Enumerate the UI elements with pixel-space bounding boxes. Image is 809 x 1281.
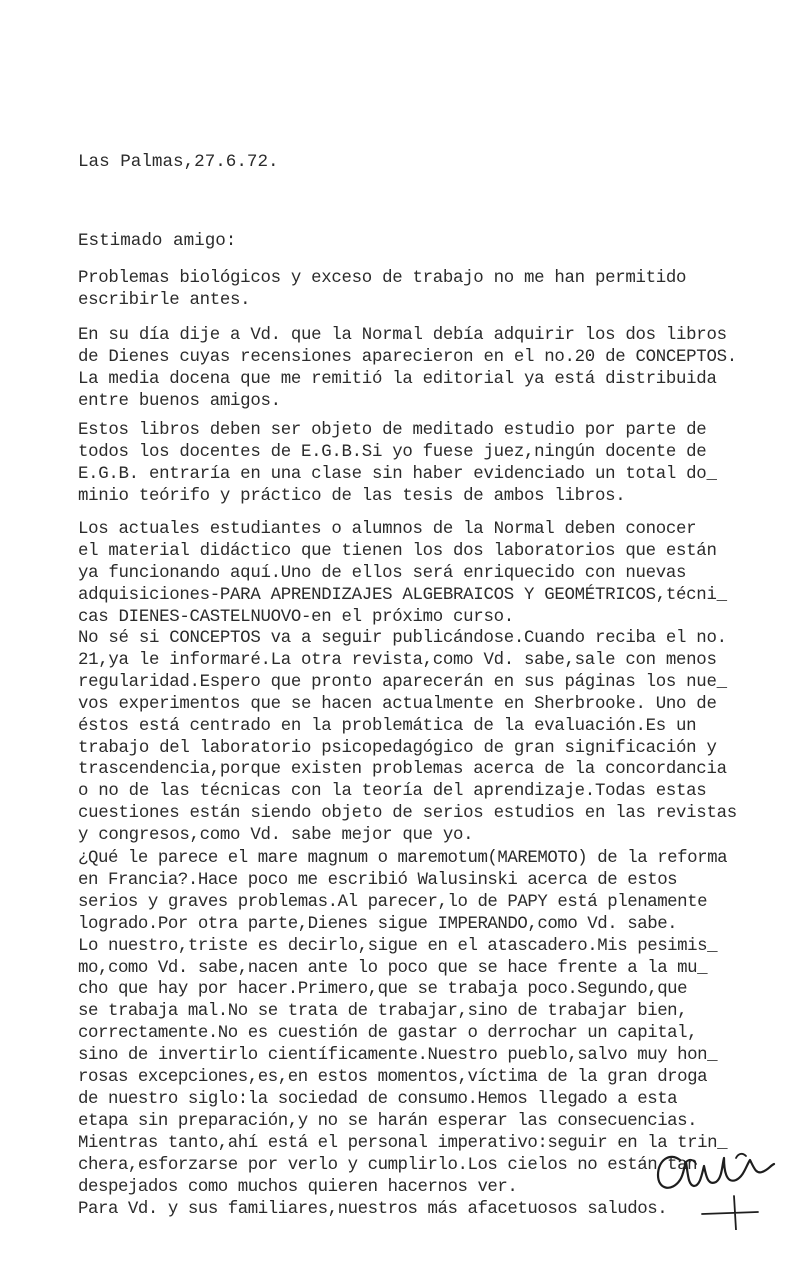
handwritten-signature: [650, 1130, 780, 1230]
letter-salutation: Estimado amigo:: [78, 231, 237, 251]
paragraph-conceptos-journal: No sé si CONCEPTOS va a seguir publicándose.Cuando reciba el no. 21,ya le informaré.La otra revista,como Vd. sabe,sale con menos regularidad.Espero que pronto aparecerán en sus páginas los nue_ vos experimentos que se hacen actualmente en Sherbrooke. Uno de éstos está centrado en la problemática de la evaluación.Es un trabajo del laboratorio psicopedagógico de gran significación y trascendencia,porque existen problemas acerca de la concordancia o no de las técnicas con la teoría del aprendizaje.Todas estas cuestiones están siendo objeto de serios estudios en las revistas y congresos,como Vd. sabe mejor que yo.: [78, 629, 737, 846]
signature-cross-stroke: [702, 1196, 758, 1230]
paragraph-dienes-books: En su día dije a Vd. que la Normal debía adquirir los dos libros de Dienes cuyas recensiones aparecieron en el no.20 de CONCEPTOS. La media docena que me remitió la editorial ya está distribuida entre buenos amigos.: [78, 326, 737, 411]
paragraph-egb-teachers: Estos libros deben ser objeto de meditado estudio por parte de todos los docentes de E.G.B.Si yo fuese juez,ningún docente de E.G.B. entraría en una clase sin haber evidenciado un total do_ minio teórifo y práctico de las tesis de ambos libros.: [78, 421, 717, 506]
signature-stroke: [658, 1157, 774, 1188]
letter-date: Las Palmas,27.6.72.: [78, 152, 279, 172]
paragraph-reform-closing: ¿Qué le parece el mare magnum o maremotum(MAREMOTO) de la reforma en Francia?.Hace poco me escribió Walusinski acerca de estos serios y graves problemas.Al parecer,lo de PAPY está plenamente logrado.Por otra parte,Dienes sigue IMPERANDO,como Vd. sabe. Lo nuestro,triste es decirlo,sigue en el atascadero.Mis pesimis_ mo,como Vd. sabe,nacen ante lo poco que se hace frente a la mu_ cho que hay por hacer.Primero,que se trabaja poco.Segundo,que se trabaja mal.No se trata de trabajar,sino de trabajar bien, correctamente.No es cuestión de gastar o derrochar un capital, sino de invertirlo científicamente.Nuestro pueblo,salvo muy hon_ rosas excepciones,es,en estos momentos,víctima de la gran droga de nuestro siglo:la sociedad de consumo.Hemos llegado a esta etapa sin preparación,y no se harán esperar las consecuencias. Mientras tanto,ahí está el personal imperativo:seguir en la trin_ chera,esforzarse por verlo y cumplirlo.Los cielos no están tan despejados como muchos quieren hacernos ver. Para Vd. y sus familiares,nuestros más afacetuosos saludos.: [78, 849, 728, 1219]
paragraph-health: Problemas biológicos y exceso de trabajo no me han permitido escribirle antes.: [78, 269, 687, 310]
signature-stroke: [686, 1154, 746, 1164]
paragraph-laboratories: Los actuales estudiantes o alumnos de la Normal deben conocer el material didáctico que tienen los dos laboratorios que están ya funcionando aquí.Uno de ellos será enriquecido con nuevas adquisiciones-PARA APRENDIZAJES ALGEBRAICOS Y GEOMÉTRICOS,técni_ cas DIENES-CASTELNUOVO-en el próximo curso.: [78, 520, 727, 627]
